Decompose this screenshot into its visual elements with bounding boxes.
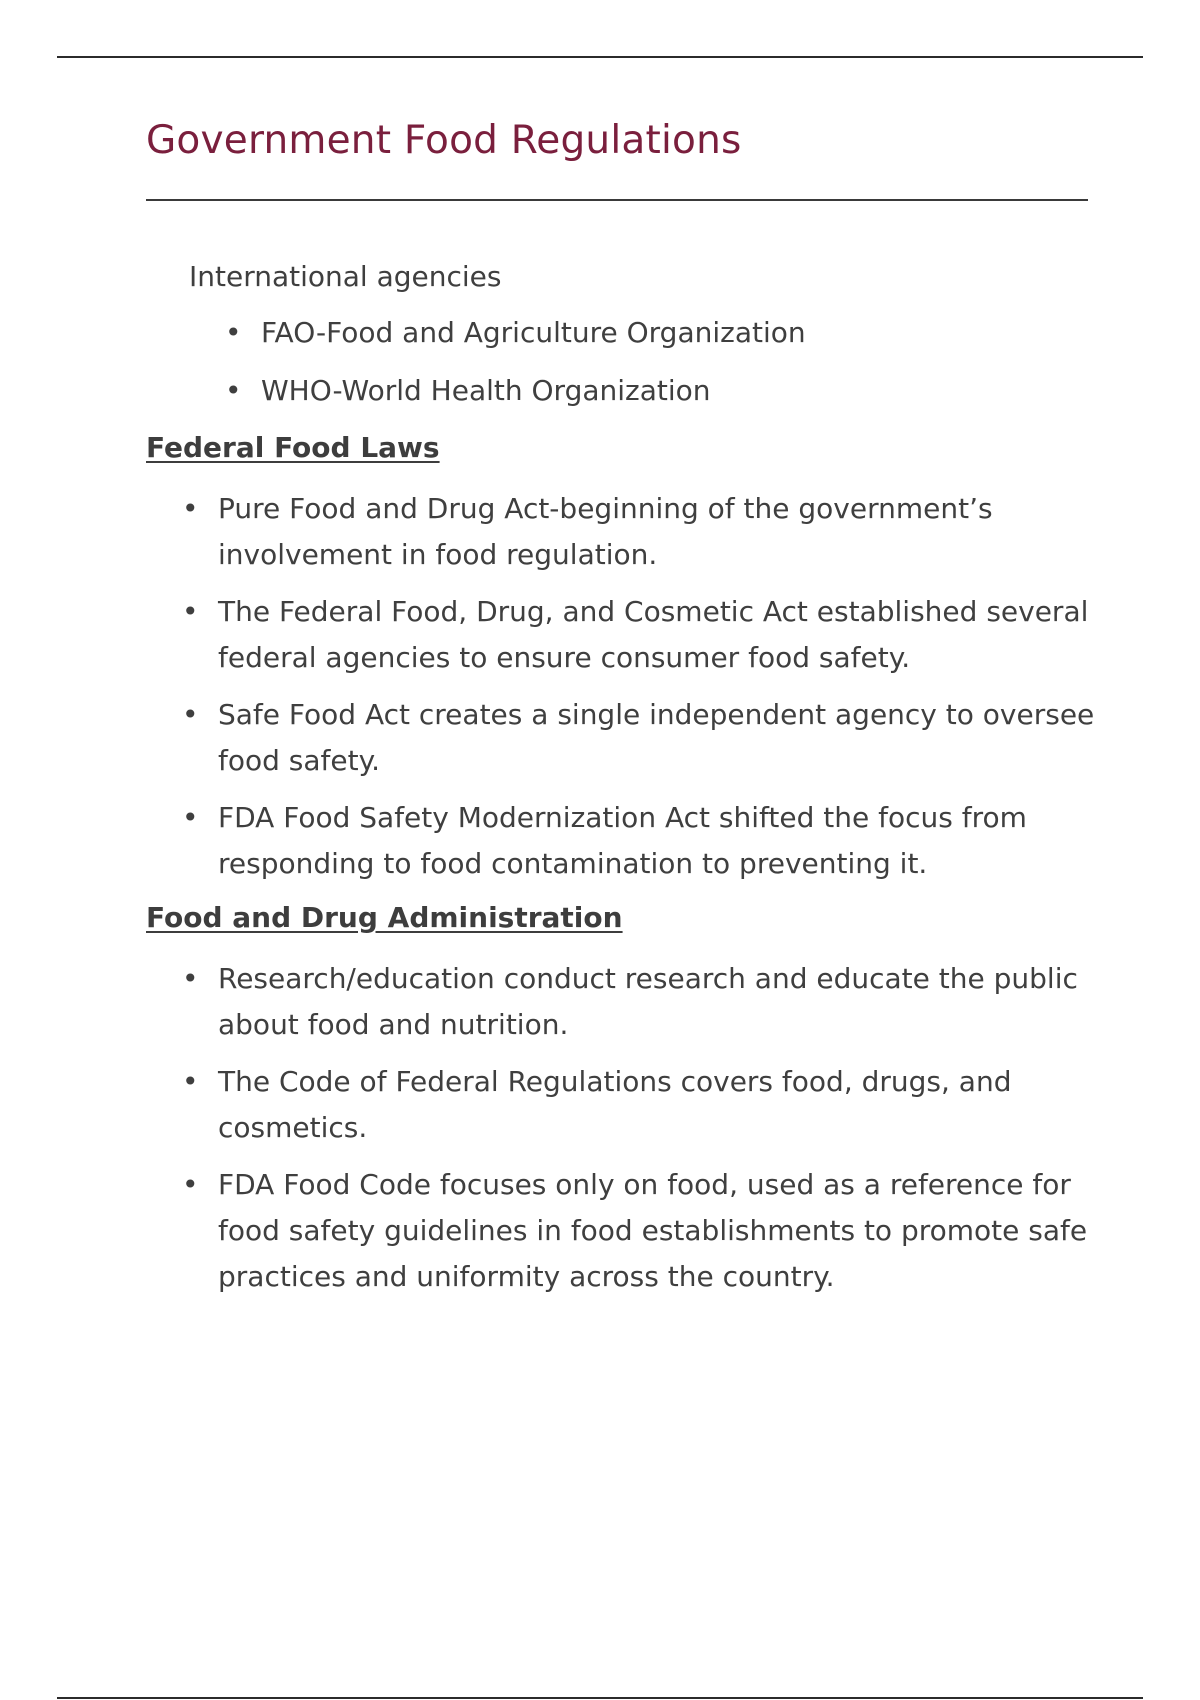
list-item: • WHO-World Health Organization [261, 374, 711, 407]
title-underline-rule [146, 199, 1088, 201]
list-item: • Safe Food Act creates a single independent agency to oversee food safety. [218, 692, 1098, 784]
section-heading-food-and-drug-administration: Food and Drug Administration [146, 901, 623, 934]
list-item: • The Federal Food, Drug, and Cosmetic Act established several federal agencies to ensure consumer food safety. [218, 589, 1098, 681]
page-top-rule [57, 56, 1143, 58]
page-bottom-rule [57, 1697, 1143, 1699]
list-item: • Pure Food and Drug Act-beginning of the government’s involvement in food regulation. [218, 486, 1098, 578]
page-title: Government Food Regulations [146, 118, 742, 163]
section-heading-federal-food-laws: Federal Food Laws [146, 431, 440, 464]
list-item: • The Code of Federal Regulations covers food, drugs, and cosmetics. [218, 1059, 1098, 1151]
list-item: • FDA Food Safety Modernization Act shifted the focus from responding to food contamination to preventing it. [218, 795, 1098, 887]
list-item: • FAO-Food and Agriculture Organization [261, 316, 806, 349]
list-item: • FDA Food Code focuses only on food, used as a reference for food safety guidelines in food establishments to promote safe practices and uniformity across the country. [218, 1162, 1098, 1300]
international-agencies-label: International agencies [189, 260, 502, 293]
list-item: • Research/education conduct research and educate the public about food and nutrition. [218, 956, 1098, 1048]
